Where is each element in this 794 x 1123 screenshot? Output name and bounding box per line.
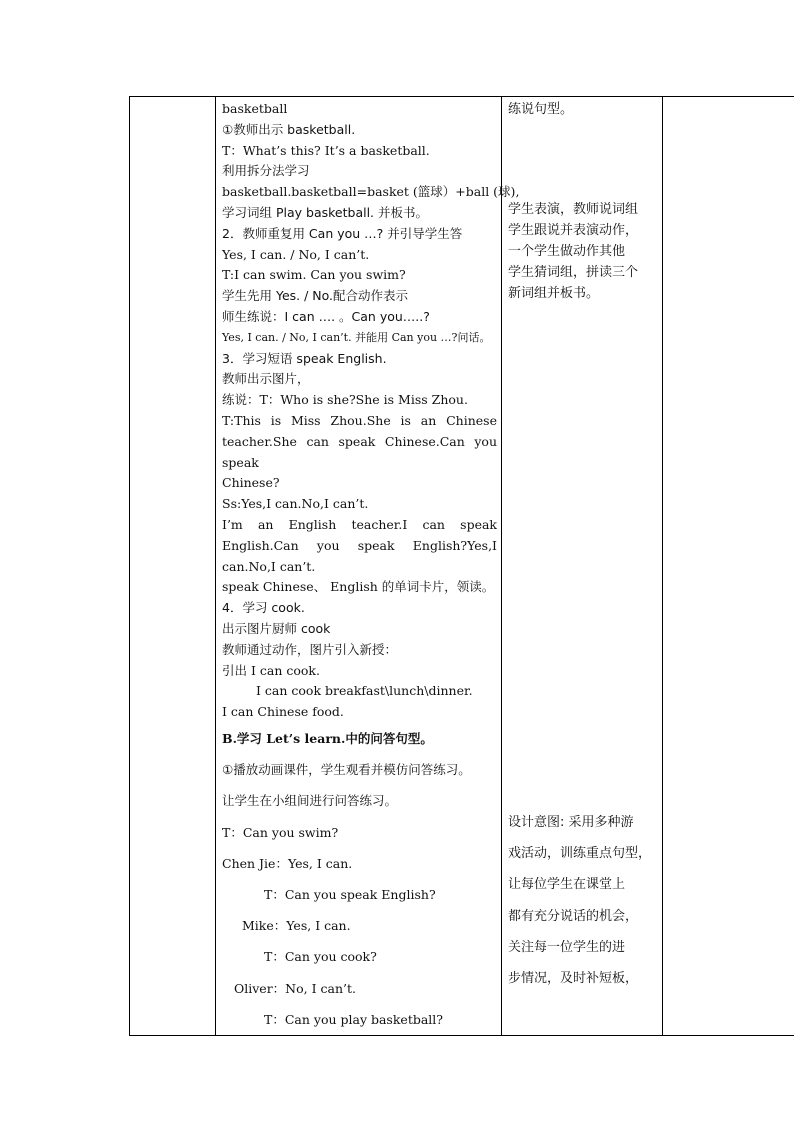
teaching-process-cell: [216, 97, 520, 1036]
design-intent-line: 让每位学生在课堂上: [508, 877, 626, 893]
text-line: T：What’s this? It’s a basketball.: [222, 142, 430, 158]
text-line: 2．教师重复用 Can you …? 并引导学生答: [222, 225, 463, 241]
text-line: Yes, I can. / No, I can’t.: [222, 246, 370, 262]
dialogue-line: T：Can you play basketball?: [264, 1011, 443, 1027]
text-line: 练说句型。: [508, 102, 574, 117]
design-intent-line: 设计意图: 采用多种游: [508, 815, 634, 830]
text-line: I can cook breakfast\lunch\dinner.: [256, 683, 473, 699]
text-line: ①播放动画课件，学生观看并模仿问答练习。: [222, 762, 471, 778]
text-line: 出示图片厨师 cook: [222, 620, 331, 636]
empty-left-cell: [130, 97, 216, 1036]
dialogue-line: Oliver：No, I can’t.: [234, 980, 356, 996]
text-line: 学生表演，教师说词组: [508, 202, 639, 217]
dialogue-line: Chen Jie：Yes, I can.: [222, 855, 353, 871]
text-line: English.Can you speak English?Yes,I: [222, 537, 497, 553]
text-line: Chinese?: [222, 475, 280, 491]
text-line: ①教师出示 basketball.: [222, 121, 356, 137]
text-line: I can Chinese food.: [222, 704, 344, 720]
text-line: 学生猜词组，拼读三个: [508, 265, 639, 280]
text-line: teacher.She can speak Chinese.Can you speak: [222, 433, 497, 470]
spacer: [508, 120, 658, 199]
design-intent-line: 步情况，及时补短板，: [508, 971, 639, 987]
section-heading: B.学习 Let’s learn.中的问答句型。: [222, 730, 433, 746]
empty-right-cell: [663, 97, 794, 1036]
lesson-plan-table: [129, 96, 794, 1036]
text-line: 学生先用 Yes. / No.配合动作表示: [222, 288, 409, 304]
dialogue-line: T：Can you cook?: [264, 949, 377, 965]
text-line: T:I can swim. Can you swim?: [222, 267, 406, 283]
text-line: 学习词组 Play basketball. 并板书。: [222, 204, 428, 220]
text-line: 3．学习短语 speak English.: [222, 350, 387, 366]
text-line: Yes, I can. / No, I can’t. 并能用 Can you …?问话。: [222, 330, 491, 344]
text-line: Ss:Yes,I can.No,I can’t.: [222, 496, 369, 512]
text-line: 引出 I can cook.: [222, 662, 320, 678]
text-line: 教师出示图片，: [222, 371, 310, 387]
table-row: [130, 97, 794, 1036]
text-line: 4．学习 cook.: [222, 600, 305, 616]
text-line: basketball: [222, 101, 288, 116]
dialogue-line: T：Can you speak English?: [264, 886, 436, 902]
design-intent-line: 都有充分说话的机会，: [508, 908, 639, 924]
text-line: 一个学生做动作其他: [508, 244, 626, 259]
text-line: 新词组并板书。: [508, 286, 600, 301]
design-intent-line: 戏活动，训练重点句型，: [508, 846, 652, 862]
text-line: 教师通过动作，图片引入新授：: [222, 641, 398, 657]
text-line: can.No,I can’t.: [222, 558, 316, 574]
dialogue-line: T：Can you swim?: [222, 824, 339, 840]
text-line: 师生练说：I can …. 。Can you…..?: [222, 308, 430, 324]
design-intent-line: 关注每一位学生的进: [508, 939, 626, 955]
text-line: 学生跟说并表演动作，: [508, 223, 639, 238]
text-line: I’m an English teacher.I can speak: [222, 516, 497, 532]
text-line: basketball.basketball=basket (篮球）+ball (球),: [222, 184, 520, 200]
text-line: T:This is Miss Zhou.She is an Chinese: [222, 412, 497, 428]
student-activity-cell: [502, 97, 663, 1036]
dialogue-line: Mike：Yes, I can.: [242, 918, 351, 934]
text-line: 让学生在小组间进行问答练习。: [222, 793, 398, 809]
text-line: 练说：T：Who is she?She is Miss Zhou.: [222, 392, 468, 408]
text-line: speak Chinese、 English 的单词卡片，领读。: [222, 579, 495, 595]
spacer: [508, 304, 658, 807]
text-line: 利用拆分法学习: [222, 163, 310, 179]
